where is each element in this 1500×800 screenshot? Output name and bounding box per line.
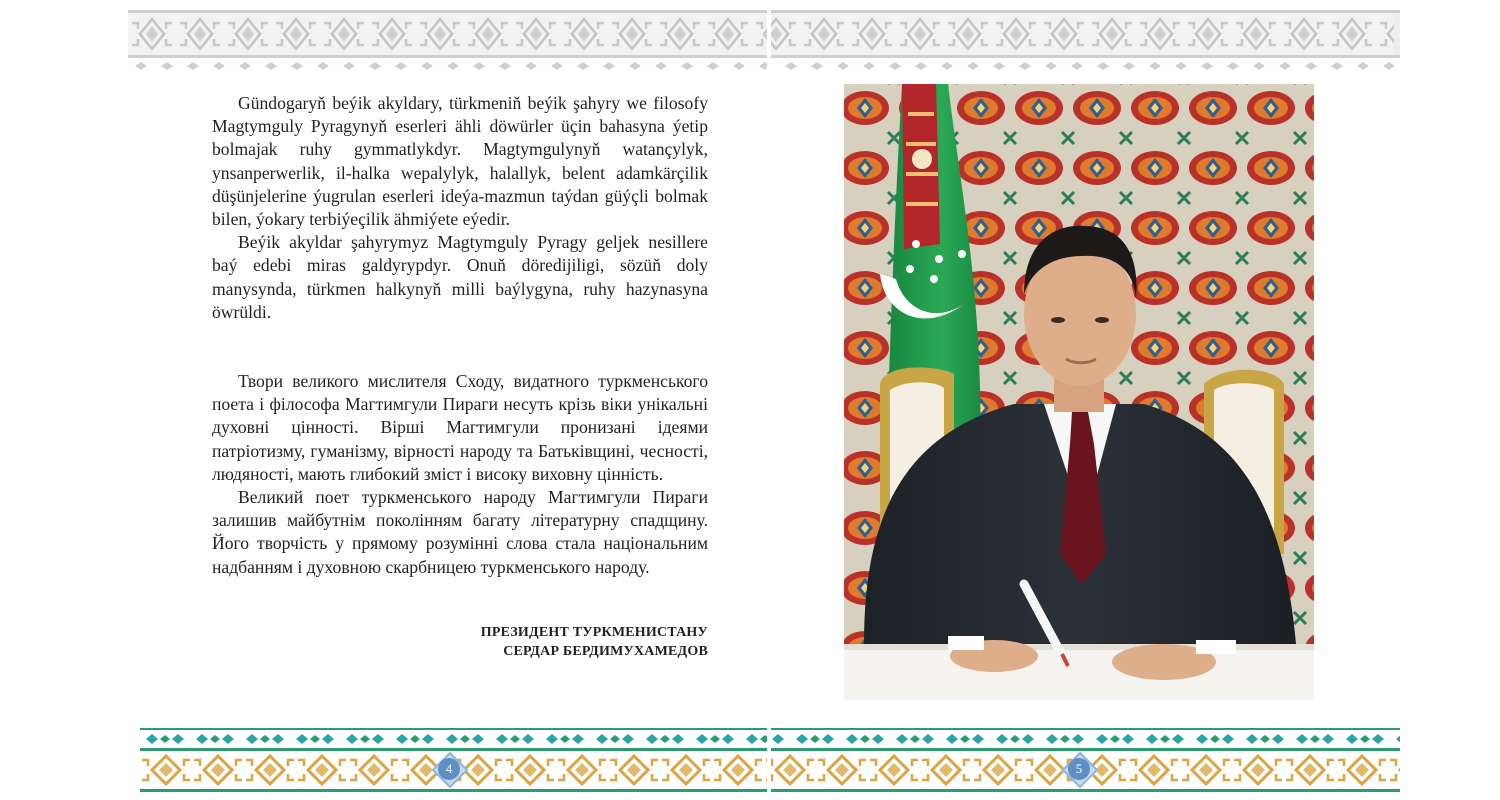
top-diamond-row xyxy=(128,60,1400,72)
page-number-right-label: 5 xyxy=(1068,758,1090,780)
page-number-right xyxy=(1064,754,1094,784)
portrait-illustration xyxy=(844,84,1314,700)
spine-gap-top xyxy=(767,10,771,72)
spine-gap-bottom xyxy=(767,728,771,792)
top-ornament-pattern xyxy=(128,13,1394,55)
left-page-text xyxy=(212,92,708,579)
paragraph-tk-1: Gündogaryň beýik akyldary, türkmeniň beýik şahyry we filosofy Magtymguly Pyragynyň eserleri ähli döwürler üçin bahasyna ýetip bolmajak ruhy gymmatlykdyr. Magtymgulynyň watançylyk, ynsanperwerlik, il-halka wepalylyk, halallyk, belent adamkärçilik düşünjelerine ýugrulan eserleri ideýa-mazmun taýdan güýçli bolmak bilen, ýokary terbiýeçilik ähmiýete eýedir. xyxy=(212,93,708,230)
page-number-left xyxy=(434,754,464,784)
signature-name: СЕРДАР БЕРДИМУХАМЕДОВ xyxy=(503,644,708,659)
top-ornament-band xyxy=(128,10,1400,58)
signature-block xyxy=(481,623,708,661)
paragraph-uk-2: Великий поет туркменського народу Магтимгули Пираги залишив майбутнім поколінням багату літературну спадщину. Його творчість у прямому розумінні слова стала національним надбанням і духовною скарбницею туркменського народу. xyxy=(212,487,708,577)
page-number-left-label: 4 xyxy=(438,758,460,780)
signature-title: ПРЕЗИДЕНТ ТУРКМЕНИСТАНУ xyxy=(480,625,708,640)
portrait-photo xyxy=(844,84,1314,700)
paragraph-uk-1: Твори великого мислителя Сходу, видатного туркменського поета і філософа Магтимгули Пираги несуть крізь віки унікальні духовні цінності. Вірші Магтимгули пронизані ідеями патріотизму, гуманізму, вірності народу та Батьківщині, чесності, людяності, мають глибокий зміст і високу виховну цінність. xyxy=(212,371,708,484)
paragraph-tk-2: Beýik akyldar şahyrymyz Magtymguly Pyragy geljek nesillere baý edebi miras galdyrypdyr. Onuň döredijiligi, sözüň doly manysynda, türkmen halkynyň milli baýlygyna, ruhy hazynasyna öwrüldi. xyxy=(212,232,708,322)
